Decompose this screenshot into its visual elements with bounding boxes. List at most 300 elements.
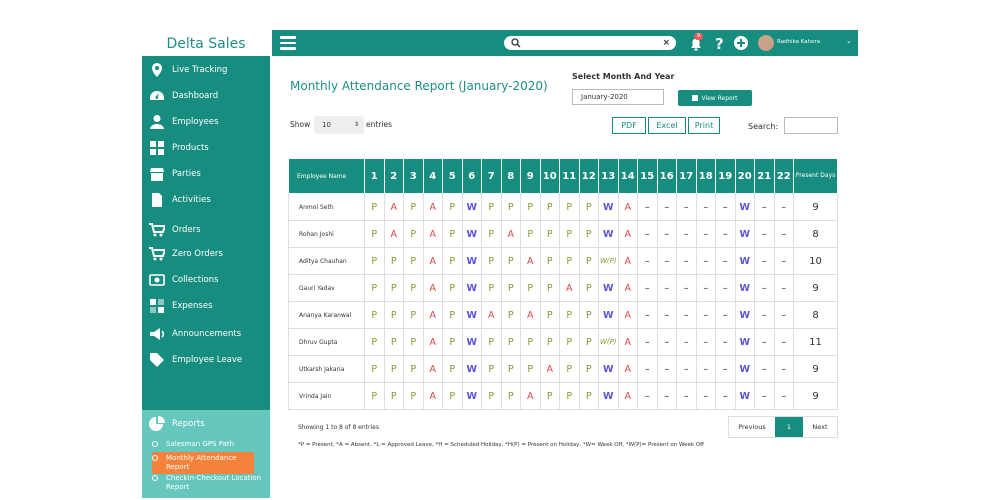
attendance-cell: A bbox=[423, 356, 443, 383]
sidebar-item-label: Collections bbox=[172, 275, 219, 285]
column-header-day[interactable]: 16 bbox=[657, 159, 677, 194]
sidebar-item-products[interactable] bbox=[142, 136, 270, 160]
sidebar-item-orders[interactable] bbox=[142, 218, 270, 242]
attendance-cell: P bbox=[501, 356, 521, 383]
column-header-day[interactable]: 18 bbox=[696, 159, 716, 194]
column-header-day[interactable]: 4 bbox=[423, 159, 443, 194]
person-icon bbox=[142, 114, 172, 130]
attendance-cell: – bbox=[677, 329, 697, 356]
sidebar-item-label: Zero Orders bbox=[172, 249, 223, 259]
attendance-cell: P bbox=[501, 383, 521, 410]
attendance-cell: A bbox=[618, 383, 638, 410]
sidebar-item-activities[interactable] bbox=[142, 188, 270, 212]
attendance-cell: P bbox=[404, 275, 424, 302]
sidebar-item-employee-leave[interactable] bbox=[142, 348, 270, 372]
attendance-cell: W bbox=[735, 248, 755, 275]
attendance-cell: – bbox=[696, 194, 716, 221]
notification-badge: 9 bbox=[694, 33, 703, 40]
attendance-cell: P bbox=[501, 194, 521, 221]
column-header-day[interactable]: 11 bbox=[560, 159, 580, 194]
attendance-cell: – bbox=[755, 248, 775, 275]
attendance-cell: P bbox=[482, 329, 502, 356]
sidebar-item-label: Dashboard bbox=[172, 91, 219, 101]
sidebar-item-zero-orders[interactable] bbox=[142, 242, 270, 266]
attendance-cell: A bbox=[560, 275, 580, 302]
attendance-cell: W bbox=[599, 302, 619, 329]
attendance-cell: A bbox=[521, 302, 541, 329]
column-header-day[interactable]: 20 bbox=[735, 159, 755, 194]
clear-search-icon[interactable]: × bbox=[662, 38, 670, 48]
sidebar-nav bbox=[142, 56, 270, 410]
attendance-cell: P bbox=[521, 221, 541, 248]
attendance-cell: W bbox=[735, 329, 755, 356]
report-content bbox=[280, 62, 846, 462]
attendance-cell: P bbox=[482, 194, 502, 221]
entries-select[interactable] bbox=[314, 116, 364, 134]
user-name[interactable]: Radhika Kahera bbox=[777, 39, 821, 45]
pie-chart-icon bbox=[142, 416, 172, 432]
attendance-cell: P bbox=[560, 221, 580, 248]
attendance-cell: A bbox=[423, 383, 443, 410]
attendance-cell: – bbox=[657, 302, 677, 329]
sidebar-item-label: Parties bbox=[172, 169, 201, 179]
attendance-cell: A bbox=[521, 248, 541, 275]
attendance-cell: P bbox=[540, 248, 560, 275]
attendance-cell: A bbox=[423, 194, 443, 221]
attendance-cell: – bbox=[677, 302, 697, 329]
excel-button[interactable]: Excel bbox=[648, 117, 686, 134]
attendance-cell: A bbox=[618, 275, 638, 302]
sidebar-item-label: Employee Leave bbox=[172, 355, 243, 365]
attendance-cell: W bbox=[462, 248, 482, 275]
column-header-day[interactable]: 2 bbox=[384, 159, 404, 194]
sidebar-item-dashboard[interactable] bbox=[142, 84, 270, 108]
attendance-cell: P bbox=[540, 383, 560, 410]
employee-name-cell: Dhruv Gupta bbox=[289, 329, 365, 356]
attendance-cell: P bbox=[365, 275, 385, 302]
attendance-cell: – bbox=[755, 275, 775, 302]
attendance-cell: – bbox=[657, 221, 677, 248]
attendance-cell: P bbox=[482, 356, 502, 383]
help-icon[interactable] bbox=[712, 35, 728, 51]
attendance-cell: P bbox=[365, 248, 385, 275]
attendance-cell: W bbox=[735, 221, 755, 248]
attendance-cell: – bbox=[657, 329, 677, 356]
column-header-day[interactable]: 17 bbox=[677, 159, 697, 194]
attendance-cell: – bbox=[755, 356, 775, 383]
attendance-cell: – bbox=[638, 248, 658, 275]
table-row bbox=[289, 302, 838, 329]
table-search-label: Search: bbox=[748, 122, 779, 131]
attendance-cell: – bbox=[716, 302, 736, 329]
attendance-cell: W bbox=[462, 329, 482, 356]
attendance-cell: W bbox=[599, 275, 619, 302]
report-icon bbox=[692, 95, 698, 101]
attendance-cell: P bbox=[560, 329, 580, 356]
attendance-cell: P bbox=[579, 383, 599, 410]
circle-icon bbox=[152, 455, 158, 461]
attendance-cell: A bbox=[423, 329, 443, 356]
attendance-cell: W bbox=[462, 302, 482, 329]
attendance-cell: P bbox=[443, 194, 463, 221]
sidebar-subitem-salesman-gps[interactable] bbox=[152, 440, 266, 449]
attendance-cell: P bbox=[443, 248, 463, 275]
attendance-cell: P bbox=[365, 194, 385, 221]
attendance-cell: – bbox=[677, 221, 697, 248]
attendance-cell: P bbox=[560, 194, 580, 221]
employee-name-cell: Anmol Seth bbox=[289, 194, 365, 221]
attendance-cell: – bbox=[716, 356, 736, 383]
attendance-cell: P bbox=[521, 329, 541, 356]
attendance-cell: P bbox=[521, 356, 541, 383]
document-icon bbox=[142, 192, 172, 208]
attendance-cell: – bbox=[657, 275, 677, 302]
employee-name-cell: Gauri Yadav bbox=[289, 275, 365, 302]
present-days-cell: 10 bbox=[794, 248, 838, 275]
sidebar bbox=[142, 28, 270, 491]
sidebar-item-live-tracking[interactable] bbox=[142, 58, 270, 82]
employee-name-cell: Aditya Chauhan bbox=[289, 248, 365, 275]
attendance-cell: P bbox=[521, 275, 541, 302]
entries-info: Showing 1 to 8 of 8 entries bbox=[298, 424, 379, 431]
attendance-cell: A bbox=[384, 221, 404, 248]
column-header-day[interactable]: 6 bbox=[462, 159, 482, 194]
attendance-cell: W(P) bbox=[599, 248, 619, 275]
tag-icon bbox=[142, 352, 172, 368]
attendance-cell: P bbox=[579, 194, 599, 221]
sidebar-subitem-monthly-attendance[interactable] bbox=[152, 452, 254, 474]
attendance-cell: – bbox=[774, 356, 794, 383]
attendance-cell: P bbox=[384, 248, 404, 275]
attendance-cell: – bbox=[716, 275, 736, 302]
attendance-cell: – bbox=[696, 275, 716, 302]
attendance-cell: – bbox=[755, 383, 775, 410]
attendance-cell: P bbox=[443, 302, 463, 329]
attendance-cell: P bbox=[384, 383, 404, 410]
attendance-cell: P bbox=[579, 248, 599, 275]
attendance-cell: P bbox=[384, 356, 404, 383]
table-row bbox=[289, 275, 838, 302]
attendance-cell: A bbox=[618, 248, 638, 275]
global-search-input[interactable] bbox=[504, 36, 676, 50]
attendance-cell: P bbox=[579, 302, 599, 329]
attendance-cell: P bbox=[365, 383, 385, 410]
attendance-cell: W bbox=[599, 221, 619, 248]
attendance-cell: P bbox=[443, 356, 463, 383]
employee-name-cell: Vrinda Jain bbox=[289, 383, 365, 410]
cart-icon bbox=[142, 246, 172, 262]
attendance-cell: P bbox=[540, 329, 560, 356]
attendance-cell: A bbox=[482, 302, 502, 329]
column-header-day[interactable]: 8 bbox=[501, 159, 521, 194]
select-arrows-icon: ⇕ bbox=[353, 121, 359, 128]
table-row bbox=[289, 329, 838, 356]
attendance-cell: – bbox=[755, 221, 775, 248]
sidebar-item-announcements[interactable] bbox=[142, 322, 270, 346]
pdf-button[interactable]: PDF bbox=[612, 117, 646, 134]
attendance-cell: P bbox=[501, 275, 521, 302]
attendance-cell: – bbox=[716, 221, 736, 248]
attendance-cell: P bbox=[560, 383, 580, 410]
attendance-cell: P bbox=[501, 302, 521, 329]
attendance-cell: P bbox=[384, 329, 404, 356]
attendance-cell: – bbox=[696, 248, 716, 275]
attendance-cell: – bbox=[716, 194, 736, 221]
attendance-cell: – bbox=[677, 383, 697, 410]
attendance-cell: P bbox=[482, 383, 502, 410]
attendance-cell: P bbox=[443, 221, 463, 248]
attendance-cell: A bbox=[618, 221, 638, 248]
attendance-cell: W bbox=[735, 275, 755, 302]
attendance-cell: – bbox=[696, 329, 716, 356]
attendance-cell: P bbox=[501, 329, 521, 356]
attendance-cell: – bbox=[677, 356, 697, 383]
attendance-cell: – bbox=[657, 383, 677, 410]
attendance-cell: – bbox=[657, 248, 677, 275]
sidebar-item-employees[interactable] bbox=[142, 110, 270, 134]
attendance-cell: A bbox=[423, 248, 443, 275]
chevron-down-icon[interactable]: ⌄ bbox=[846, 37, 852, 45]
attendance-cell: – bbox=[638, 194, 658, 221]
table-row bbox=[289, 221, 838, 248]
subitem-label: Monthly Attendance Report bbox=[166, 454, 237, 471]
attendance-cell: A bbox=[618, 194, 638, 221]
attendance-cell: P bbox=[540, 302, 560, 329]
attendance-cell: W(P) bbox=[599, 329, 619, 356]
present-days-cell: 8 bbox=[794, 302, 838, 329]
search-icon bbox=[511, 38, 521, 48]
column-header-employee[interactable]: Employee Name bbox=[289, 159, 365, 194]
svg-text:?: ? bbox=[715, 35, 724, 51]
sidebar-item-expenses[interactable] bbox=[142, 294, 270, 318]
attendance-cell: – bbox=[638, 356, 658, 383]
attendance-cell: W bbox=[599, 356, 619, 383]
attendance-cell: A bbox=[423, 275, 443, 302]
top-bar bbox=[272, 30, 858, 56]
sidebar-item-label: Products bbox=[172, 143, 209, 153]
attendance-cell: – bbox=[638, 302, 658, 329]
attendance-cell: P bbox=[404, 383, 424, 410]
attendance-cell: P bbox=[482, 221, 502, 248]
next-page-button[interactable]: Next bbox=[812, 423, 828, 431]
attendance-cell: P bbox=[482, 248, 502, 275]
attendance-cell: W bbox=[599, 194, 619, 221]
column-header-day[interactable]: 14 bbox=[618, 159, 638, 194]
attendance-cell: P bbox=[365, 302, 385, 329]
sidebar-reports-section bbox=[142, 410, 270, 498]
present-days-cell: 9 bbox=[794, 383, 838, 410]
column-header-day[interactable]: 21 bbox=[755, 159, 775, 194]
page-1-button[interactable]: 1 bbox=[775, 417, 803, 437]
attendance-cell: – bbox=[774, 248, 794, 275]
attendance-cell: A bbox=[540, 356, 560, 383]
attendance-cell: – bbox=[657, 356, 677, 383]
megaphone-icon bbox=[142, 326, 172, 342]
show-label: Show bbox=[290, 120, 311, 129]
circle-icon bbox=[152, 441, 158, 447]
attendance-cell: P bbox=[384, 302, 404, 329]
location-pin-icon bbox=[142, 62, 172, 78]
table-row bbox=[289, 194, 838, 221]
column-header-day[interactable]: 5 bbox=[443, 159, 463, 194]
view-report-label: View Report bbox=[701, 94, 738, 102]
attendance-cell: P bbox=[404, 221, 424, 248]
attendance-cell: P bbox=[384, 275, 404, 302]
attendance-cell: – bbox=[696, 356, 716, 383]
attendance-cell: A bbox=[384, 194, 404, 221]
present-days-cell: 9 bbox=[794, 194, 838, 221]
entries-value: 10 bbox=[322, 121, 331, 129]
attendance-cell: P bbox=[579, 221, 599, 248]
sidebar-item-label: Activities bbox=[172, 195, 211, 205]
attendance-cell: P bbox=[540, 194, 560, 221]
attendance-cell: – bbox=[677, 194, 697, 221]
table-row bbox=[289, 383, 838, 410]
select-month-label: Select Month And Year bbox=[572, 72, 675, 81]
employee-name-cell: Utkarsh Jakaria bbox=[289, 356, 365, 383]
attendance-cell: – bbox=[755, 329, 775, 356]
attendance-cell: P bbox=[540, 221, 560, 248]
cart-icon bbox=[142, 222, 172, 238]
attendance-cell: – bbox=[774, 194, 794, 221]
column-header-day[interactable]: 3 bbox=[404, 159, 424, 194]
attendance-table bbox=[288, 158, 838, 410]
column-header-day[interactable]: 9 bbox=[521, 159, 541, 194]
attendance-cell: W bbox=[462, 356, 482, 383]
attendance-cell: – bbox=[696, 302, 716, 329]
attendance-cell: – bbox=[716, 329, 736, 356]
attendance-cell: – bbox=[774, 275, 794, 302]
attendance-cell: P bbox=[540, 275, 560, 302]
attendance-cell: P bbox=[443, 383, 463, 410]
attendance-cell: A bbox=[618, 356, 638, 383]
attendance-cell: – bbox=[638, 383, 658, 410]
attendance-cell: P bbox=[560, 248, 580, 275]
attendance-cell: P bbox=[404, 194, 424, 221]
view-report-button[interactable] bbox=[678, 90, 752, 106]
employee-name-cell: Ananya Karanwal bbox=[289, 302, 365, 329]
attendance-cell: W bbox=[735, 302, 755, 329]
attendance-cell: A bbox=[423, 302, 443, 329]
attendance-cell: – bbox=[696, 383, 716, 410]
attendance-cell: – bbox=[774, 221, 794, 248]
attendance-cell: P bbox=[579, 329, 599, 356]
column-header-day[interactable]: 12 bbox=[579, 159, 599, 194]
attendance-cell: W bbox=[462, 221, 482, 248]
attendance-cell: – bbox=[755, 194, 775, 221]
attendance-cell: – bbox=[716, 248, 736, 275]
sidebar-item-label: Announcements bbox=[172, 329, 242, 339]
attendance-cell: P bbox=[501, 248, 521, 275]
attendance-cell: – bbox=[638, 329, 658, 356]
store-icon bbox=[142, 166, 172, 182]
attendance-cell: P bbox=[521, 194, 541, 221]
attendance-cell: P bbox=[560, 356, 580, 383]
money-icon bbox=[142, 272, 172, 288]
expense-icon bbox=[142, 298, 172, 314]
circle-icon bbox=[152, 475, 158, 481]
column-header-day[interactable]: 15 bbox=[638, 159, 658, 194]
table-row bbox=[289, 248, 838, 275]
entries-label: entries bbox=[366, 120, 392, 129]
attendance-cell: P bbox=[560, 302, 580, 329]
attendance-cell: A bbox=[423, 221, 443, 248]
sidebar-item-label: Orders bbox=[172, 225, 201, 235]
user-avatar[interactable] bbox=[758, 35, 774, 51]
attendance-cell: – bbox=[696, 221, 716, 248]
attendance-cell: P bbox=[365, 356, 385, 383]
attendance-cell: – bbox=[638, 275, 658, 302]
print-button[interactable]: Print bbox=[688, 117, 720, 134]
speedometer-icon bbox=[142, 88, 172, 104]
present-days-cell: 8 bbox=[794, 221, 838, 248]
add-icon[interactable] bbox=[733, 35, 749, 51]
column-header-day[interactable]: 22 bbox=[774, 159, 794, 194]
attendance-cell: P bbox=[443, 329, 463, 356]
page-title: Monthly Attendance Report (January-2020) bbox=[290, 79, 548, 93]
attendance-cell: P bbox=[404, 329, 424, 356]
present-days-cell: 11 bbox=[794, 329, 838, 356]
column-header-day[interactable]: 19 bbox=[716, 159, 736, 194]
attendance-cell: P bbox=[579, 275, 599, 302]
sidebar-item-reports[interactable] bbox=[142, 412, 270, 436]
column-header-present-days[interactable]: Present Days bbox=[794, 159, 838, 194]
attendance-cell: W bbox=[599, 383, 619, 410]
subitem-label: Salesman GPS Path bbox=[166, 440, 235, 448]
month-year-input[interactable]: January-2020 bbox=[572, 89, 664, 105]
column-header-day[interactable]: 13 bbox=[599, 159, 619, 194]
previous-page-button[interactable]: Previous bbox=[738, 423, 766, 431]
hamburger-menu-icon[interactable] bbox=[280, 36, 296, 50]
attendance-cell: W bbox=[462, 383, 482, 410]
sidebar-item-collections[interactable] bbox=[142, 268, 270, 292]
present-days-cell: 9 bbox=[794, 356, 838, 383]
attendance-cell: – bbox=[657, 194, 677, 221]
attendance-cell: P bbox=[443, 275, 463, 302]
sidebar-item-label: Expenses bbox=[172, 301, 213, 311]
grid-icon bbox=[142, 140, 172, 156]
attendance-cell: P bbox=[365, 221, 385, 248]
subitem-label: Checkin-Checkout Location Report bbox=[166, 474, 262, 491]
column-header-day[interactable]: 7 bbox=[482, 159, 502, 194]
attendance-cell: – bbox=[774, 383, 794, 410]
attendance-cell: A bbox=[618, 302, 638, 329]
attendance-legend: *P = Present, *A = Absent, *L = Approved Leave, *H = Scheduled Holiday, *H(P) = Present on Holiday, *W= Week Off, *W(P)= Present on Week Off bbox=[298, 442, 704, 448]
attendance-cell: – bbox=[677, 275, 697, 302]
sidebar-item-label: Live Tracking bbox=[172, 65, 228, 75]
attendance-cell: – bbox=[774, 329, 794, 356]
present-days-cell: 9 bbox=[794, 275, 838, 302]
attendance-cell: – bbox=[677, 248, 697, 275]
brand-logo[interactable]: Delta Sales bbox=[142, 28, 270, 56]
attendance-cell: W bbox=[462, 275, 482, 302]
column-header-day[interactable]: 1 bbox=[365, 159, 385, 194]
attendance-cell: W bbox=[462, 194, 482, 221]
column-header-day[interactable]: 10 bbox=[540, 159, 560, 194]
attendance-cell: P bbox=[482, 275, 502, 302]
sidebar-subitem-checkin-checkout[interactable] bbox=[152, 474, 266, 492]
attendance-cell: P bbox=[404, 356, 424, 383]
attendance-cell: A bbox=[521, 383, 541, 410]
attendance-cell: – bbox=[755, 302, 775, 329]
table-search-input[interactable] bbox=[784, 117, 838, 134]
attendance-cell: – bbox=[638, 221, 658, 248]
attendance-cell: – bbox=[716, 383, 736, 410]
sidebar-item-parties[interactable] bbox=[142, 162, 270, 186]
sidebar-item-label: Employees bbox=[172, 117, 219, 127]
attendance-cell: P bbox=[365, 329, 385, 356]
attendance-cell: A bbox=[501, 221, 521, 248]
